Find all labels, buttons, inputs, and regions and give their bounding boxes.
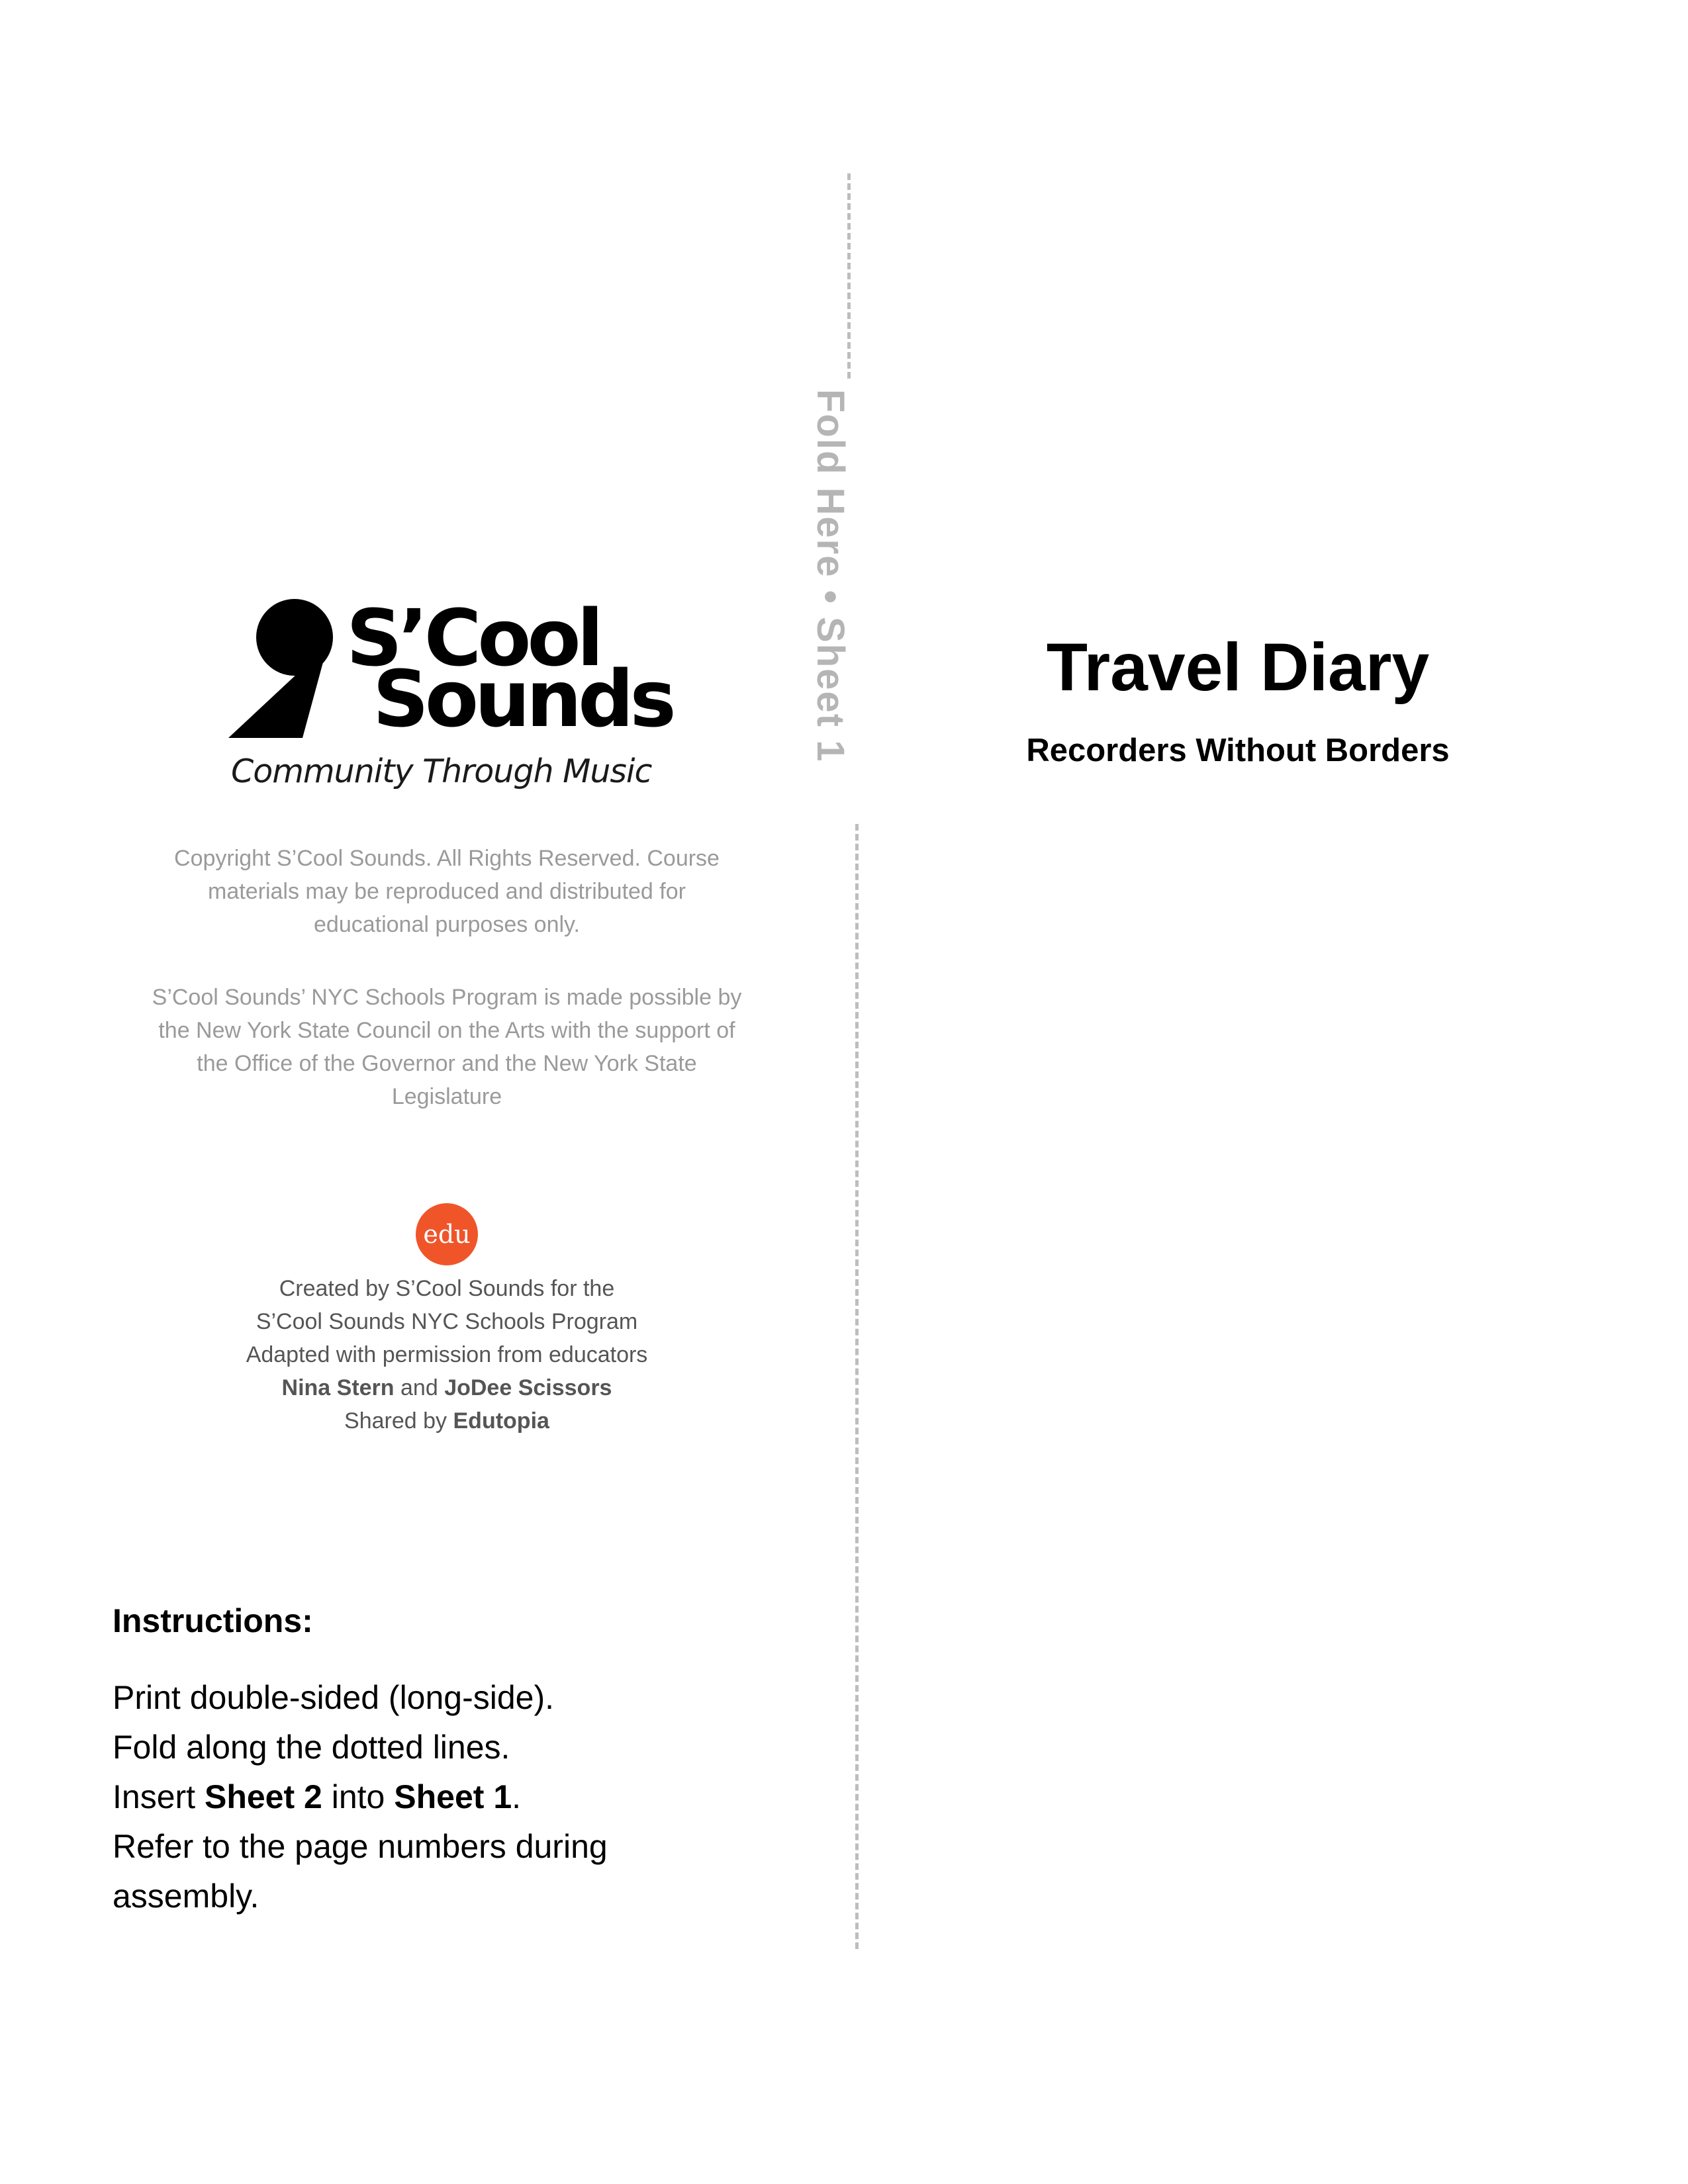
edutopia-logo-icon: edu bbox=[416, 1203, 478, 1265]
diary-subtitle: Recorders Without Borders bbox=[1026, 733, 1450, 768]
sheet-reference: Sheet 1 bbox=[394, 1778, 512, 1815]
instruction-step: assembly. bbox=[113, 1878, 259, 1915]
instructions-list bbox=[113, 1673, 761, 1921]
sheet-reference: Sheet 2 bbox=[204, 1778, 322, 1815]
instruction-step bbox=[113, 1772, 761, 1822]
diary-title: Travel Diary bbox=[1046, 629, 1430, 705]
credits-line: Adapted with permission from educators bbox=[246, 1342, 648, 1367]
fold-line-bottom bbox=[855, 824, 859, 1949]
credits-conjunction: and bbox=[400, 1375, 438, 1400]
logo-wordmark-line1: S’Cool bbox=[346, 592, 600, 684]
copyright-line: materials may be reproduced and distributed for bbox=[208, 879, 686, 904]
copyright-line: Copyright S’Cool Sounds. All Rights Reserved. Course bbox=[174, 846, 720, 871]
educator-name: JoDee Scissors bbox=[444, 1375, 612, 1400]
funding-line: the New York State Council on the Arts with the support of bbox=[158, 1018, 735, 1043]
logo-mark-icon bbox=[228, 599, 348, 738]
copyright-line: educational purposes only. bbox=[314, 912, 580, 937]
fold-line-top bbox=[847, 173, 851, 379]
funding-line: Legislature bbox=[391, 1084, 502, 1109]
logo-wordmark-line2: Sounds bbox=[373, 653, 673, 745]
shared-by-name: Edutopia bbox=[453, 1408, 549, 1433]
instruction-step: Refer to the page numbers during bbox=[113, 1828, 608, 1865]
funding-line: S’Cool Sounds’ NYC Schools Program is made possible by bbox=[152, 985, 742, 1010]
credits-line: S’Cool Sounds NYC Schools Program bbox=[256, 1309, 638, 1334]
credits-educators-line bbox=[86, 1371, 808, 1404]
fold-here-label: Fold Here • Sheet 1 bbox=[809, 389, 852, 763]
scool-sounds-logo bbox=[228, 592, 673, 804]
copyright-notice bbox=[86, 842, 808, 941]
funding-notice bbox=[86, 981, 808, 1113]
instruction-step: Fold along the dotted lines. bbox=[113, 1729, 510, 1766]
credits-line: Created by S’Cool Sounds for the bbox=[279, 1276, 615, 1301]
credits-block bbox=[86, 1272, 808, 1437]
instruction-text: into bbox=[331, 1778, 385, 1815]
credits-shared-line bbox=[86, 1404, 808, 1437]
logo-tagline: Community Through Music bbox=[231, 752, 652, 790]
instruction-text: . bbox=[512, 1778, 522, 1815]
educator-name: Nina Stern bbox=[281, 1375, 395, 1400]
instruction-step: Print double-sided (long-side). bbox=[113, 1679, 555, 1716]
shared-by-label: Shared by bbox=[344, 1408, 447, 1433]
instructions-heading: Instructions: bbox=[113, 1602, 313, 1639]
instruction-text: Insert bbox=[113, 1778, 196, 1815]
funding-line: the Office of the Governor and the New York State bbox=[197, 1051, 697, 1076]
